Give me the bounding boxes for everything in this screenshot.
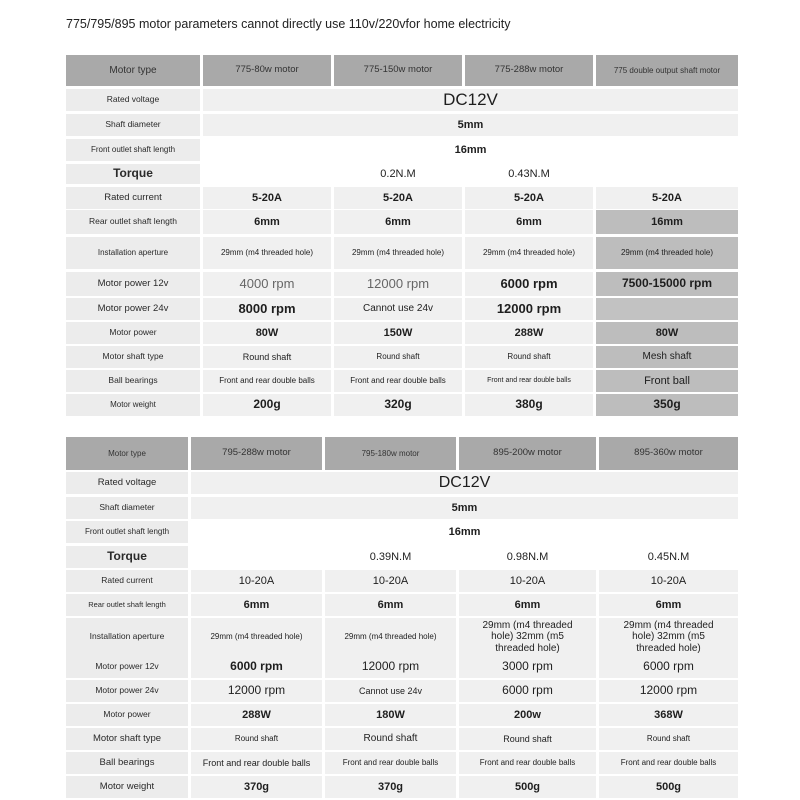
value-motor-weight: 370g (191, 776, 322, 798)
row-label-motor-shaft-type: Motor shaft type (66, 346, 200, 368)
value-rated-current: 5-20A (334, 187, 462, 209)
value-motor-power-24v-empty (596, 298, 738, 320)
row-label-motor-weight: Motor weight (66, 776, 188, 798)
value-motor-shaft-type: Round shaft (191, 728, 322, 750)
row-label-motor-shaft-type: Motor shaft type (66, 728, 188, 750)
value-motor-power: 80W (203, 322, 331, 344)
value-rear-shaft-length: 6mm (325, 594, 456, 616)
row-label-ball-bearings: Ball bearings (66, 370, 200, 392)
row-label-torque: Torque (66, 164, 200, 184)
value-ball-bearings: Front and rear double balls (459, 752, 596, 774)
value-installation-aperture: 29mm (m4 threaded hole) 32mm (m5 threaded hole) (599, 618, 738, 656)
merged-value-front-shaft-length: 16mm (203, 139, 738, 161)
header-motor-type: Motor type (66, 437, 188, 470)
value-rated-current: 5-20A (596, 187, 738, 209)
row-label-rated-voltage: Rated voltage (66, 89, 200, 111)
value-motor-power: 288W (191, 704, 322, 726)
row-label-motor-power-24v: Motor power 24v (66, 298, 200, 320)
value-installation-aperture: 29mm (m4 threaded hole) (334, 237, 462, 269)
value-motor-weight: 320g (334, 394, 462, 416)
value-motor-weight: 350g (596, 394, 738, 416)
value-torque: 0.2N.M (334, 164, 462, 184)
value-motor-power: 200w (459, 704, 596, 726)
value-ball-bearings: Front and rear double balls (191, 752, 322, 774)
value-motor-power-24v: 12000 rpm (465, 298, 593, 320)
row-label-motor-weight: Motor weight (66, 394, 200, 416)
merged-value-shaft-diameter: 5mm (203, 114, 738, 136)
row-label-front-shaft-length: Front outlet shaft length (66, 139, 200, 161)
value-motor-shaft-type: Round shaft (203, 346, 331, 368)
header-775-150w: 775-150w motor (334, 55, 462, 86)
value-torque: 0.45N.M (599, 546, 738, 568)
value-motor-weight: 500g (599, 776, 738, 798)
value-motor-power: 288W (465, 322, 593, 344)
row-label-shaft-diameter: Shaft diameter (66, 114, 200, 136)
value-motor-power-24v: 8000 rpm (203, 298, 331, 320)
header-895-360w: 895-360w motor (599, 437, 738, 470)
row-label-rated-current: Rated current (66, 187, 200, 209)
value-motor-weight: 370g (325, 776, 456, 798)
value-ball-bearings: Front and rear double balls (465, 370, 593, 392)
header-895-200w: 895-200w motor (459, 437, 596, 470)
value-rear-shaft-length: 6mm (599, 594, 738, 616)
value-torque: 0.39N.M (325, 546, 456, 568)
value-motor-power-24v: 12000 rpm (599, 680, 738, 702)
value-motor-power: 368W (599, 704, 738, 726)
value-rated-current: 5-20A (203, 187, 331, 209)
value-rear-shaft-length: 6mm (465, 210, 593, 234)
row-label-rated-current: Rated current (66, 570, 188, 592)
value-torque: 0.43N.M (465, 164, 593, 184)
row-label-rated-voltage: Rated voltage (66, 472, 188, 494)
value-installation-aperture: 29mm (m4 threaded hole) (191, 618, 322, 656)
value-motor-shaft-type: Round shaft (465, 346, 593, 368)
value-installation-aperture: 29mm (m4 threaded hole) (596, 237, 738, 269)
header-795-180w: 795-180w motor (325, 437, 456, 470)
row-label-motor-power-24v: Motor power 24v (66, 680, 188, 702)
value-rear-shaft-length: 16mm (596, 210, 738, 234)
merged-value-rated-voltage: DC12V (203, 89, 738, 111)
value-ball-bearings: Front and rear double balls (334, 370, 462, 392)
value-rear-shaft-length: 6mm (459, 594, 596, 616)
value-rated-current: 10-20A (325, 570, 456, 592)
value-rear-shaft-length: 6mm (203, 210, 331, 234)
header-775-double: 775 double output shaft motor (596, 55, 738, 86)
value-motor-power-24v: 12000 rpm (191, 680, 322, 702)
row-label-rear-shaft-length: Rear outlet shaft length (66, 594, 188, 616)
value-rated-current: 10-20A (459, 570, 596, 592)
row-label-torque: Torque (66, 546, 188, 568)
merged-value-shaft-diameter: 5mm (191, 497, 738, 519)
value-motor-weight: 200g (203, 394, 331, 416)
value-motor-shaft-type: Round shaft (334, 346, 462, 368)
value-installation-aperture: 29mm (m4 threaded hole) 32mm (m5 threaded hole) (459, 618, 596, 656)
value-motor-weight: 500g (459, 776, 596, 798)
value-motor-power-12v: 7500-15000 rpm (596, 272, 738, 296)
value-ball-bearings: Front ball (596, 370, 738, 392)
value-ball-bearings: Front and rear double balls (325, 752, 456, 774)
value-motor-shaft-type: Mesh shaft (596, 346, 738, 368)
row-label-motor-power-12v: Motor power 12v (66, 272, 200, 296)
value-motor-power: 180W (325, 704, 456, 726)
value-motor-power-12v: 3000 rpm (459, 656, 596, 678)
value-motor-power: 150W (334, 322, 462, 344)
value-motor-power-24v: Cannot use 24v (334, 298, 462, 320)
value-motor-shaft-type: Round shaft (325, 728, 456, 750)
value-motor-power-12v: 6000 rpm (465, 272, 593, 296)
value-motor-power-12v: 4000 rpm (203, 272, 331, 296)
row-label-installation-aperture: Installation aperture (66, 237, 200, 269)
value-installation-aperture: 29mm (m4 threaded hole) (325, 618, 456, 656)
row-label-ball-bearings: Ball bearings (66, 752, 188, 774)
value-ball-bearings: Front and rear double balls (203, 370, 331, 392)
value-torque: 0.98N.M (459, 546, 596, 568)
value-rated-current: 5-20A (465, 187, 593, 209)
value-motor-power-12v: 12000 rpm (334, 272, 462, 296)
row-label-installation-aperture: Installation aperture (66, 618, 188, 656)
merged-value-rated-voltage: DC12V (191, 472, 738, 494)
row-label-rear-shaft-length: Rear outlet shaft length (66, 210, 200, 234)
row-label-shaft-diameter: Shaft diameter (66, 497, 188, 519)
value-motor-shaft-type: Round shaft (459, 728, 596, 750)
value-motor-power-24v: 6000 rpm (459, 680, 596, 702)
value-motor-weight: 380g (465, 394, 593, 416)
row-label-motor-power: Motor power (66, 322, 200, 344)
value-ball-bearings: Front and rear double balls (599, 752, 738, 774)
value-motor-power-12v: 12000 rpm (325, 656, 456, 678)
merged-value-front-shaft-length: 16mm (191, 521, 738, 543)
value-installation-aperture: 29mm (m4 threaded hole) (465, 237, 593, 269)
row-label-front-shaft-length: Front outlet shaft length (66, 521, 188, 543)
value-rear-shaft-length: 6mm (334, 210, 462, 234)
value-motor-shaft-type: Round shaft (599, 728, 738, 750)
value-installation-aperture: 29mm (m4 threaded hole) (203, 237, 331, 269)
header-motor-type: Motor type (66, 55, 200, 86)
header-775-80w: 775-80w motor (203, 55, 331, 86)
value-motor-power: 80W (596, 322, 738, 344)
value-rear-shaft-length: 6mm (191, 594, 322, 616)
row-label-motor-power: Motor power (66, 704, 188, 726)
header-775-288w: 775-288w motor (465, 55, 593, 86)
page-title: 775/795/895 motor parameters cannot directly use 110v/220vfor home electricity (66, 17, 511, 31)
value-motor-power-12v: 6000 rpm (599, 656, 738, 678)
value-rated-current: 10-20A (191, 570, 322, 592)
value-motor-power-24v: Cannot use 24v (325, 680, 456, 702)
row-label-motor-power-12v: Motor power 12v (66, 656, 188, 678)
value-rated-current: 10-20A (599, 570, 738, 592)
header-795-288w: 795-288w motor (191, 437, 322, 470)
value-motor-power-12v: 6000 rpm (191, 656, 322, 678)
